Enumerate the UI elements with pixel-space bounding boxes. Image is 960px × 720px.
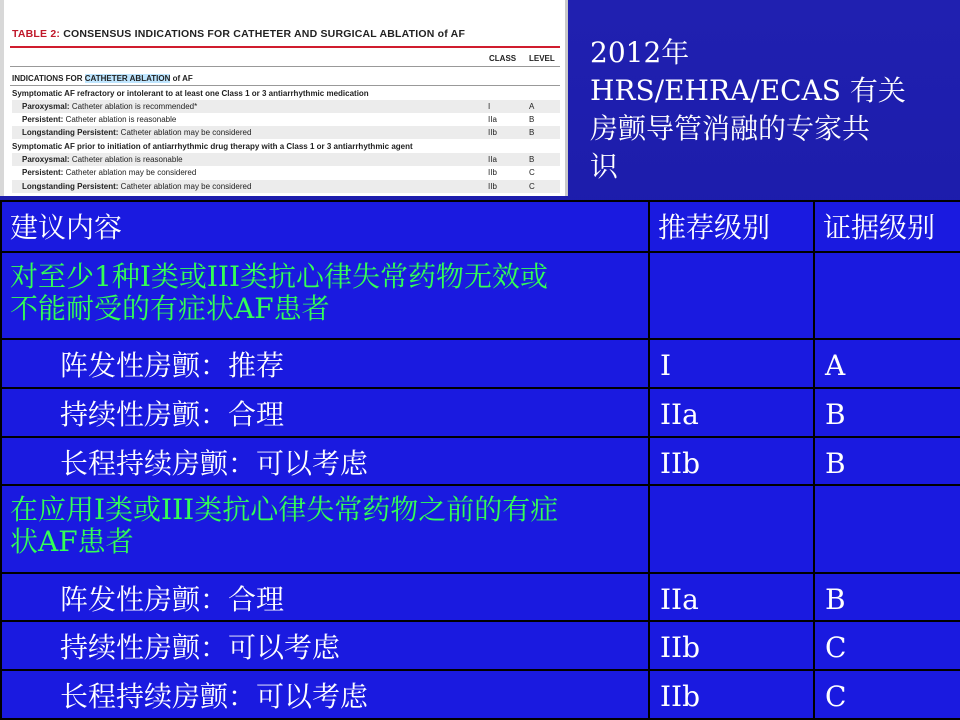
journal-row-text: Catheter ablation may be considered xyxy=(118,182,252,191)
journal-row-level: B xyxy=(529,115,535,124)
journal-row-level: C xyxy=(529,182,535,191)
journal-row-class: I xyxy=(488,102,491,111)
journal-row-text: Catheter ablation is recommended* xyxy=(69,102,198,111)
table-row xyxy=(1,670,960,719)
slide-title-line: 2012年 xyxy=(590,36,690,69)
table-row xyxy=(1,437,960,486)
journal-section-heading xyxy=(12,72,560,85)
row-level: A xyxy=(814,339,960,388)
row-class: IIa xyxy=(649,573,814,622)
group-level-cell xyxy=(814,252,960,339)
journal-row-level: A xyxy=(529,102,535,111)
journal-row xyxy=(12,153,560,166)
header-class: 推荐级别 xyxy=(649,201,814,252)
journal-row-label: Paroxysmal: xyxy=(22,155,70,164)
journal-section-rule xyxy=(10,85,560,86)
journal-row-group-text: Symptomatic AF refractory or intolerant to at least one Class 1 or 3 antiarrhythmic medication xyxy=(12,89,369,98)
journal-row-label: Persistent: xyxy=(22,115,64,124)
journal-row xyxy=(12,166,560,179)
table-row xyxy=(1,388,960,437)
scan-gutter xyxy=(0,0,4,196)
journal-section-highlight: CATHETER ABLATION xyxy=(84,74,171,83)
journal-row-group xyxy=(12,87,560,100)
row-class: IIb xyxy=(649,670,814,719)
journal-row-group-text: Symptomatic AF prior to initiation of antiarrhythmic drug therapy with a Class 1 or 3 antiarrhythmic agent xyxy=(12,142,413,151)
journal-row-text: Catheter ablation may be considered xyxy=(63,168,197,177)
group-label xyxy=(1,485,649,572)
row-level: B xyxy=(814,388,960,437)
journal-row-level: B xyxy=(529,128,535,137)
journal-row-label: Longstanding Persistent: xyxy=(22,128,119,137)
journal-row-class: IIb xyxy=(488,168,497,177)
slide-title xyxy=(590,34,950,186)
journal-row-class: IIa xyxy=(488,115,497,124)
row-level: B xyxy=(814,573,960,622)
slide-title-line: 房颤导管消融的专家共 xyxy=(590,112,871,145)
journal-table-title-text: CONSENSUS INDICATIONS FOR CATHETER AND SURGICAL ABLATION of AF xyxy=(63,28,466,40)
row-content: 持续性房颤：合理 xyxy=(1,388,649,437)
table-header-row xyxy=(1,201,960,252)
slide-title-line: HRS/EHRA/ECAS 有关 xyxy=(590,74,906,107)
row-level: C xyxy=(814,621,960,670)
journal-section-prefix: INDICATIONS FOR xyxy=(12,74,85,83)
group-label-line: 不能耐受的有症状AF患者 xyxy=(10,291,330,325)
journal-table-title xyxy=(12,28,465,40)
table-row xyxy=(1,339,960,388)
journal-header-rule xyxy=(10,66,560,67)
journal-title-rule xyxy=(10,46,560,48)
row-content: 阵发性房颤：合理 xyxy=(1,573,649,622)
journal-row-text: Catheter ablation is reasonable xyxy=(63,115,177,124)
journal-row-class: IIb xyxy=(488,128,497,137)
journal-row xyxy=(12,180,560,193)
row-level: B xyxy=(814,437,960,486)
group-row xyxy=(1,252,960,339)
journal-table-number: TABLE 2: xyxy=(12,28,61,40)
group-row xyxy=(1,485,960,572)
journal-row-label: Paroxysmal: xyxy=(22,102,70,111)
group-label-line: 状AF患者 xyxy=(10,525,134,559)
journal-row xyxy=(12,113,560,126)
header-content: 建议内容 xyxy=(1,201,649,252)
journal-row xyxy=(12,126,560,139)
row-content: 阵发性房颤：推荐 xyxy=(1,339,649,388)
journal-table-excerpt xyxy=(0,0,568,196)
row-level: C xyxy=(814,670,960,719)
journal-row-level: B xyxy=(529,155,535,164)
group-level-cell xyxy=(814,485,960,572)
journal-row-label: Longstanding Persistent: xyxy=(22,182,119,191)
group-label-line: 在应用I类或III类抗心律失常药物之前的有症 xyxy=(10,493,559,527)
table-row xyxy=(1,573,960,622)
group-label-line: 对至少1种I类或III类抗心律失常药物无效或 xyxy=(10,259,549,293)
recommendation-table xyxy=(0,200,960,720)
row-class: I xyxy=(649,339,814,388)
journal-section-suffix: of AF xyxy=(170,74,193,83)
journal-row-class: IIa xyxy=(488,155,497,164)
journal-row-text: Catheter ablation may be considered xyxy=(118,128,252,137)
slide-title-line: 识 xyxy=(590,150,619,183)
row-class: IIb xyxy=(649,621,814,670)
journal-row-text: Catheter ablation is reasonable xyxy=(69,155,183,164)
header-level: 证据级别 xyxy=(814,201,960,252)
row-class: IIa xyxy=(649,388,814,437)
journal-row-class: IIb xyxy=(488,182,497,191)
row-content: 持续性房颤：可以考虑 xyxy=(1,621,649,670)
group-class-cell xyxy=(649,252,814,339)
journal-col-class: CLASS xyxy=(489,54,517,63)
journal-row-level: C xyxy=(529,168,535,177)
row-content: 长程持续房颤：可以考虑 xyxy=(1,437,649,486)
journal-col-level: LEVEL xyxy=(529,54,555,63)
journal-row xyxy=(12,100,560,113)
journal-row-group xyxy=(12,140,560,153)
row-class: IIb xyxy=(649,437,814,486)
group-label xyxy=(1,252,649,339)
journal-row-label: Persistent: xyxy=(22,168,64,177)
group-class-cell xyxy=(649,485,814,572)
row-content: 长程持续房颤：可以考虑 xyxy=(1,670,649,719)
table-row xyxy=(1,621,960,670)
